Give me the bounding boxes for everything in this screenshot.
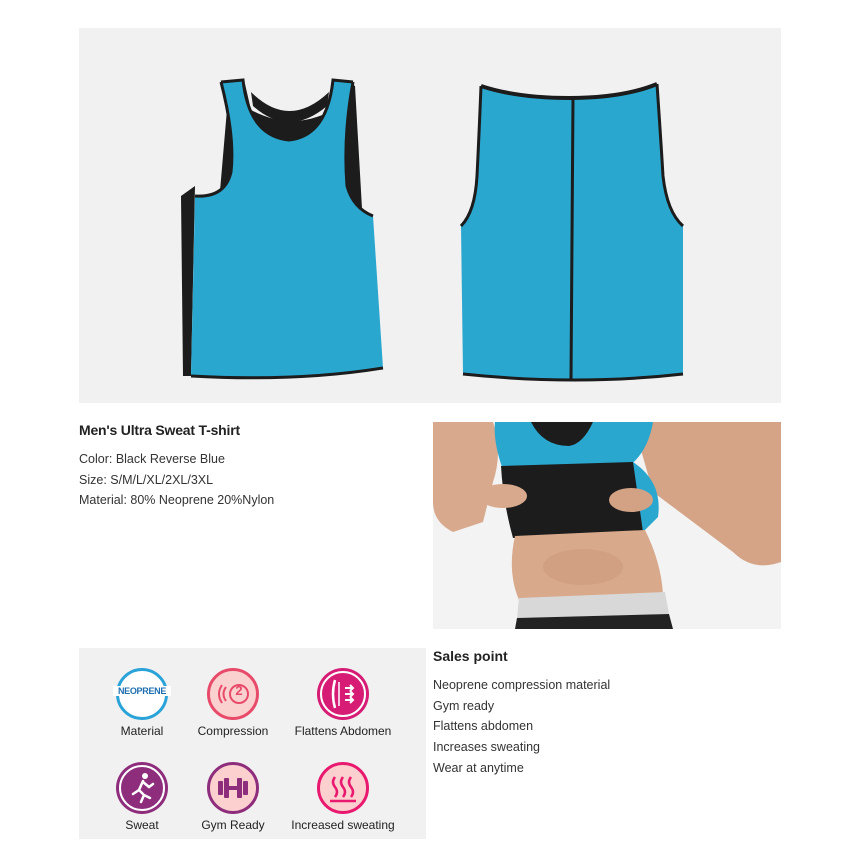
heat-waves-icon: [317, 762, 369, 814]
neoprene-icon: NEOPRENE: [116, 668, 168, 720]
product-material: Material: 80% Neoprene 20%Nylon: [79, 493, 275, 507]
running-person-icon: [116, 762, 168, 814]
product-info: [79, 422, 419, 511]
compression-icon: 2: [207, 668, 259, 720]
product-size: Size: S/M/L/XL/2XL/3XL: [79, 472, 214, 487]
feature-label: Material: [120, 724, 164, 738]
feature-flattens-abdomen: [285, 668, 401, 738]
sales-item: Increases sweating: [433, 740, 541, 755]
feature-compression: [175, 668, 291, 738]
product-hero-image: [79, 28, 781, 403]
vest-back-image: [457, 76, 687, 386]
sales-item: Neoprene compression material: [433, 678, 611, 692]
dumbbell-icon: [207, 762, 259, 814]
product-color: Color: Black Reverse Blue: [79, 452, 225, 466]
sales-item: Flattens abdomen: [433, 719, 534, 734]
sales-points: [433, 648, 773, 779]
sales-item: Wear at anytime: [433, 760, 524, 775]
feature-label: Increased sweating: [291, 818, 395, 832]
feature-label: Flattens Abdomen: [294, 724, 392, 738]
feature-label: Sweat: [125, 818, 159, 832]
features-panel: [79, 648, 426, 839]
model-wearing-vest-image: [433, 422, 781, 629]
feature-increased-sweating: [285, 762, 401, 832]
product-title: Men's Ultra Sweat T-shirt: [79, 422, 240, 438]
sales-title: Sales point: [433, 648, 508, 664]
feature-label: Compression: [197, 724, 269, 738]
vest-front-image: [177, 76, 407, 386]
sales-item: Gym ready: [433, 698, 495, 713]
feature-gym-ready: [175, 762, 291, 832]
feature-label: Gym Ready: [201, 818, 265, 832]
flatten-abdomen-icon: [317, 668, 369, 720]
